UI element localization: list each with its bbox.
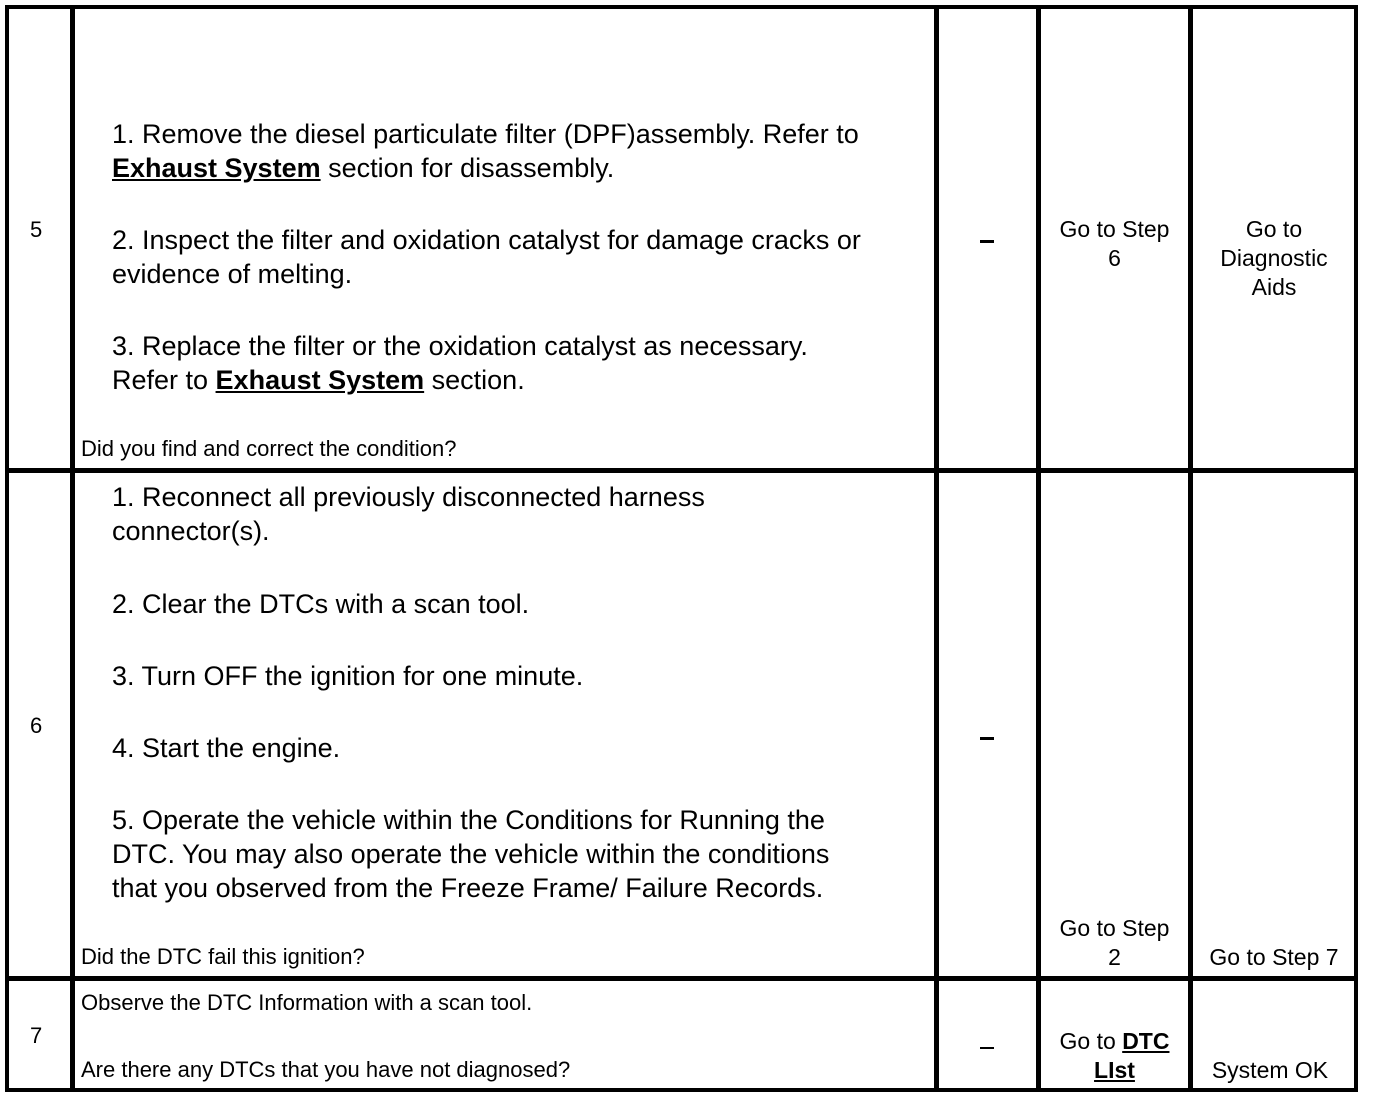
exhaust-system-link[interactable]: Exhaust System [112,153,321,183]
no-action [1196,215,1352,302]
column-divider-step [70,5,75,1092]
column-divider-action [934,5,939,1092]
instruction-line [112,151,614,185]
step-number: 5 [30,217,43,242]
instruction-text: section. [424,365,525,395]
question: Did you find and correct the condition? [81,436,457,461]
table-border-right [1354,5,1358,1092]
instruction-line: 2. Clear the DTCs with a scan tool. [112,589,530,619]
table-border-bottom [5,1088,1358,1092]
column-divider-value [1036,5,1041,1092]
instruction-text: Refer to [112,365,216,395]
instruction-line [112,363,525,397]
value-dash [980,737,994,740]
no-action [1196,943,1352,972]
yes-action-line: Go to Step [1059,216,1170,242]
instruction-line: 3. Turn OFF the ignition for one minute. [112,661,584,691]
no-action-line: Go to Step 7 [1209,944,1339,970]
instruction-line: that you observed from the Freeze Frame/ Failure Records. [112,873,824,903]
instruction-line: DTC. You may also operate the vehicle within the conditions [112,839,830,869]
instruction-line: evidence of melting. [112,259,353,289]
row-divider-6-7 [5,976,1358,981]
yes-action-line: 6 [1108,245,1121,271]
yes-action [1043,215,1186,273]
instruction-line: 5. Operate the vehicle within the Conditions for Running the [112,805,825,835]
dtc-list-link[interactable]: DTC [1122,1028,1170,1054]
column-divider-yes [1188,5,1193,1092]
value-dash [980,1047,994,1049]
yes-action [1043,1027,1186,1085]
instruction-line: 3. Replace the filter or the oxidation catalyst as necessary. [112,331,808,361]
yes-action-line: Go to Step [1059,915,1170,941]
no-action-line: Diagnostic [1220,245,1328,271]
yes-action-line: 2 [1108,944,1121,970]
step-number: 7 [30,1023,43,1048]
no-action-line: Go to [1245,216,1303,242]
instruction-line: 4. Start the engine. [112,733,341,763]
instruction-text: section for disassembly. [320,153,615,183]
no-action [1196,1056,1344,1085]
row-divider-5-6 [5,468,1358,473]
instruction-line: 1. Reconnect all previously disconnected harness [112,482,705,512]
table-border-left [5,5,9,1092]
no-action-line: System OK [1211,1057,1329,1083]
step-number: 6 [30,713,43,738]
no-action-line: Aids [1251,274,1297,300]
question: Did the DTC fail this ignition? [81,944,365,969]
instruction-line: 2. Inspect the filter and oxidation catalyst for damage cracks or [112,225,861,255]
instruction-line: 1. Remove the diesel particulate filter (DPF)assembly. Refer to [112,119,859,149]
yes-action [1043,914,1186,972]
table-border-top [5,5,1358,9]
instruction-line: connector(s). [112,516,270,546]
question: Are there any DTCs that you have not diagnosed? [81,1057,571,1082]
dtc-list-link[interactable]: LIst [1094,1057,1135,1083]
instruction-line: Observe the DTC Information with a scan tool. [81,990,533,1015]
yes-action-text: Go to [1059,1028,1123,1054]
yes-action-line [1043,1027,1186,1056]
yes-action-line [1043,1056,1186,1085]
exhaust-system-link[interactable]: Exhaust System [215,365,425,395]
value-dash [980,240,994,243]
